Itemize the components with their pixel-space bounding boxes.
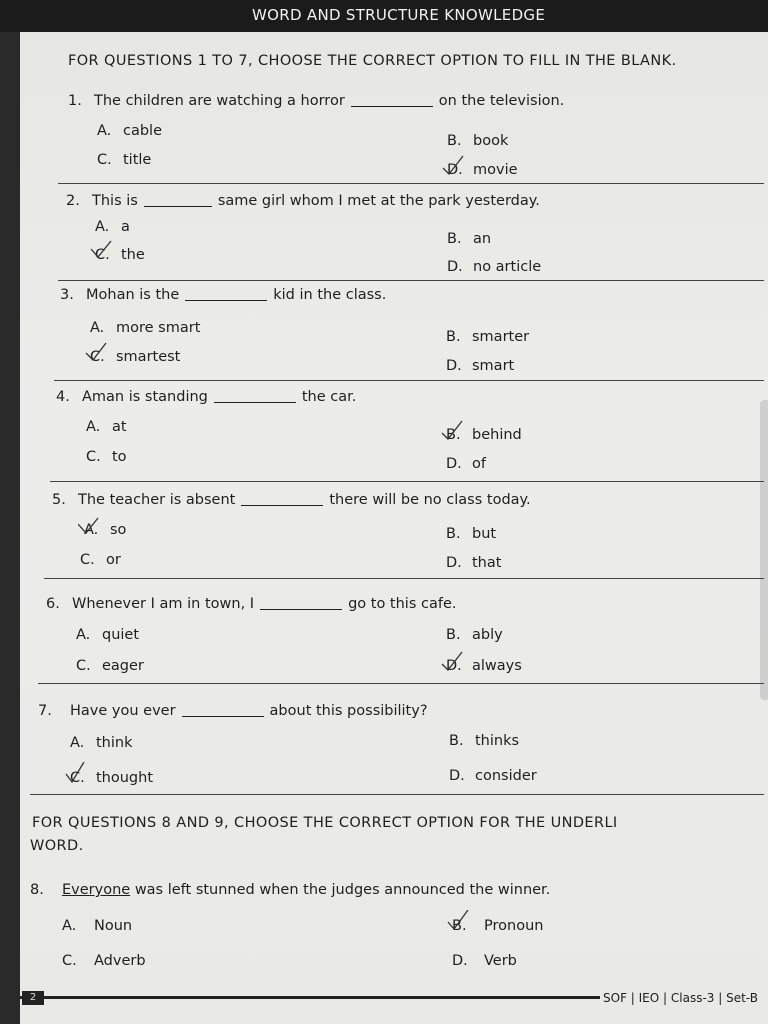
option-5d[interactable]: D. that xyxy=(446,555,502,571)
page-title: WORD AND STRUCTURE KNOWLEDGE xyxy=(252,6,546,24)
instruction-q8-9-line1: FOR QUESTIONS 8 AND 9, CHOOSE THE CORRECT OPTION FOR THE UNDERLI xyxy=(32,815,618,831)
option-6b[interactable]: B. ably xyxy=(446,627,503,643)
divider xyxy=(54,380,764,381)
option-5c[interactable]: C. or xyxy=(80,552,121,568)
option-7d[interactable]: D. consider xyxy=(449,768,537,784)
option-2b[interactable]: B. an xyxy=(447,231,492,247)
instruction-q8-9-line2: WORD. xyxy=(30,838,84,854)
option-8d[interactable]: D. Verb xyxy=(452,953,517,969)
option-6d[interactable]: D. always xyxy=(446,658,522,674)
blank xyxy=(214,390,296,403)
option-8b[interactable]: B. Pronoun xyxy=(452,918,543,934)
option-4c[interactable]: C. to xyxy=(86,449,127,465)
question-text-pre: The children are watching a horror xyxy=(94,93,345,109)
option-7c[interactable]: C. thought xyxy=(70,770,153,786)
blank xyxy=(351,94,433,107)
option-2a[interactable]: A. a xyxy=(95,219,130,235)
option-1d[interactable]: D. movie xyxy=(447,162,518,178)
question-3: 3. Mohan is the kid in the class. xyxy=(60,287,387,303)
option-4a[interactable]: A. at xyxy=(86,419,127,435)
question-1 xyxy=(68,93,564,109)
option-8a[interactable]: A. Noun xyxy=(62,918,133,934)
blank xyxy=(185,288,267,301)
question-2: 2. This is same girl whom I met at the park yesterday. xyxy=(66,193,540,209)
question-8: 8. Everyone was left stunned when the judges announced the winner. xyxy=(30,882,551,898)
header-bar xyxy=(0,0,768,32)
question-7: 7. Have you ever about this possibility? xyxy=(38,703,428,719)
divider xyxy=(58,183,764,184)
question-4: 4. Aman is standing the car. xyxy=(56,389,357,405)
question-number: 1. xyxy=(68,93,82,109)
option-3d[interactable]: D. smart xyxy=(446,358,515,374)
option-1c[interactable]: C. title xyxy=(97,152,152,168)
option-3b[interactable]: B. smarter xyxy=(446,329,530,345)
option-4b[interactable]: B. behind xyxy=(446,427,522,443)
divider xyxy=(44,578,764,579)
option-3c[interactable]: C. smartest xyxy=(90,349,180,365)
option-5b[interactable]: B. but xyxy=(446,526,497,542)
option-2d[interactable]: D. no article xyxy=(447,259,542,275)
option-1a[interactable]: A. cable xyxy=(97,123,163,139)
question-6: 6. Whenever I am in town, I go to this cafe. xyxy=(46,596,457,612)
underlined-word: Everyone xyxy=(62,882,131,898)
question-text-post: on the television. xyxy=(438,93,565,109)
divider xyxy=(50,481,764,482)
footer-rule xyxy=(20,996,600,999)
page-number: 2 xyxy=(22,991,44,1005)
option-4d[interactable]: D. of xyxy=(446,456,486,472)
blank xyxy=(144,194,212,207)
question-5: 5. The teacher is absent there will be no class today. xyxy=(52,492,531,508)
option-6c[interactable]: C. eager xyxy=(76,658,144,674)
option-5a[interactable]: A. so xyxy=(84,522,126,538)
option-7a[interactable]: A. think xyxy=(70,735,133,751)
divider xyxy=(30,794,764,795)
blank xyxy=(260,597,342,610)
option-7b[interactable]: B. thinks xyxy=(449,733,520,749)
footer-label: SOF | IEO | Class-3 | Set-B xyxy=(603,991,758,1005)
option-1b[interactable]: B. book xyxy=(447,133,509,149)
instruction-q1-7: FOR QUESTIONS 1 TO 7, CHOOSE THE CORRECT OPTION TO FILL IN THE BLANK. xyxy=(68,53,677,69)
blank xyxy=(182,704,264,717)
option-8c[interactable]: C. Adverb xyxy=(62,953,146,969)
option-2c[interactable]: C. the xyxy=(95,247,145,263)
blank xyxy=(241,493,323,506)
option-6a[interactable]: A. quiet xyxy=(76,627,140,643)
option-3a[interactable]: A. more smart xyxy=(90,320,201,336)
divider xyxy=(38,683,764,684)
divider xyxy=(58,280,764,281)
scrollbar[interactable] xyxy=(760,400,768,700)
